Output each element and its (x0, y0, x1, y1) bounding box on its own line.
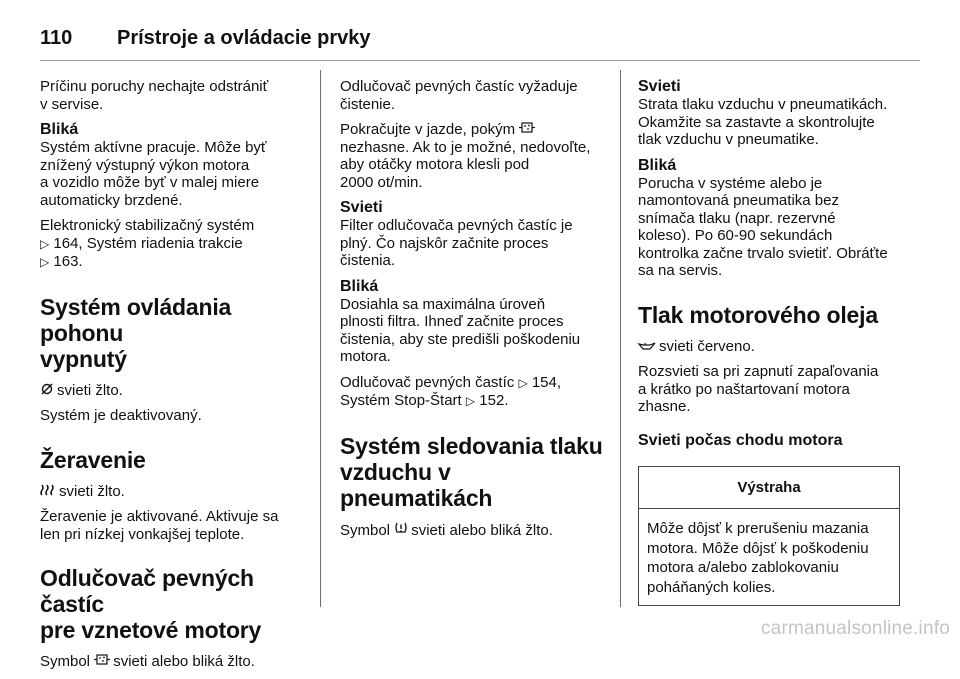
subheading-blika: Bliká (340, 277, 379, 295)
paragraph: Rozsvieti sa pri zapnutí zapaľovania a krátko po naštartovaní motora zhasne. (638, 363, 879, 415)
tyre-pressure-icon (394, 521, 408, 540)
oil-can-icon (638, 338, 656, 356)
header-divider (40, 60, 920, 61)
column-2 (340, 78, 608, 547)
column-divider (620, 70, 621, 607)
paragraph: svieti žlto. (40, 382, 302, 400)
subheading-svieti: Svieti (340, 199, 383, 216)
column-divider (320, 70, 321, 607)
powertrain-off-icon (40, 382, 54, 400)
paragraph-references: Elektronický stabilizačný systém ▷ 164, Systém riadenia trakcie ▷ 163. (40, 217, 255, 270)
warning-box (638, 466, 900, 606)
page-header (40, 18, 920, 58)
paragraph: Symbol svieti alebo bliká žlto. (40, 653, 255, 670)
section-heading-oil-pressure: Tlak motorového oleja (638, 301, 878, 328)
section-heading-zeravenie: Žeravenie (40, 446, 146, 473)
section-heading-tyre-pressure: Systém sledovania tlaku vzduchu v pneumatikách (340, 432, 603, 511)
paragraph: Žeravenie je aktivované. Aktivuje sa len pri nízkej vonkajšej teplote. (40, 508, 279, 543)
paragraph-references: Odlučovač pevných častíc ▷ 154, Systém Stop-Štart ▷ 152. (340, 373, 562, 409)
reference-arrow-icon[interactable]: ▷ (518, 375, 528, 390)
reference-arrow-icon[interactable]: ▷ (465, 394, 476, 408)
particle-filter-icon (519, 121, 535, 139)
paragraph: Porucha v systéme alebo je namontovaná pneumatika bez snímača tlaku (napr. rezervné koleso). Po 60-90 sekundách kontrolka začne trvalo svietiť. Obráťte sa na servis. (638, 174, 888, 279)
paragraph: Filter odlučovača pevných častíc je plný. Čo najskôr začnite proces čistenia. (340, 217, 573, 269)
paragraph: svieti žlto. (40, 483, 302, 501)
reference-link[interactable]: 154, (531, 373, 562, 391)
subheading-svieti: Svieti (638, 78, 681, 95)
column-1 (40, 78, 302, 679)
paragraph: Strata tlaku vzduchu v pneumatikách. Okamžite sa zastavte a skontrolujte tlak vzduchu v pneumatike. (638, 96, 888, 148)
paragraph: Systém aktívne pracuje. Môže byť znížený výstupný výkon motora a vozidlo môže byť v malej miere automaticky brzdené. (40, 139, 267, 209)
reference-arrow-icon[interactable]: ▷ (40, 236, 50, 251)
particle-filter-icon (94, 653, 110, 671)
reference-link[interactable]: 152. (479, 392, 509, 409)
subheading-blika: Bliká (40, 121, 79, 138)
page-number: 110 (40, 26, 73, 49)
subheading-blika: Bliká (638, 156, 677, 174)
paragraph: Odlučovač pevných častíc vyžaduje čistenie. (340, 78, 578, 113)
reference-link[interactable]: 164, Systém riadenia trakcie (53, 234, 243, 252)
reference-arrow-icon[interactable]: ▷ (40, 255, 50, 269)
warning-body: Môže dôjsť k prerušeniu mazania motora. Môže dôjsť k poškodeniu motora a/alebo zablokovaniu poháňaných kolies. (647, 520, 869, 596)
paragraph: Systém je deaktivovaný. (40, 407, 202, 424)
section-heading-filter: Odlučovač pevných častíc pre vznetové motory (40, 565, 262, 643)
paragraph: Príčinu poruchy nechajte odstrániť v servise. (40, 78, 269, 113)
subheading-chod-motora: Svieti počas chodu motora (638, 431, 843, 449)
glow-plug-icon (40, 483, 56, 501)
paragraph: Symbol svieti alebo bliká žlto. (340, 521, 553, 539)
watermark: carmanualsonline.info (760, 618, 950, 639)
paragraph: Pokračujte v jazde, pokým nezhasne. Ak to je možné, nedovoľte, aby otáčky motora klesli pod 2000 ot/min. (340, 121, 591, 191)
section-heading-pohon: Systém ovládania pohonu vypnutý (40, 293, 232, 372)
reference-link[interactable]: 163. (53, 253, 83, 270)
warning-title: Výstraha (639, 467, 899, 509)
page-title: Prístroje a ovládacie prvky (117, 26, 371, 49)
column-3 (638, 78, 920, 450)
paragraph: Dosiahla sa maximálna úroveň plnosti filtra. Ihneď začnite proces čistenia, aby ste predišli poškodeniu motora. (340, 295, 581, 365)
paragraph: svieti červeno. (638, 338, 920, 356)
